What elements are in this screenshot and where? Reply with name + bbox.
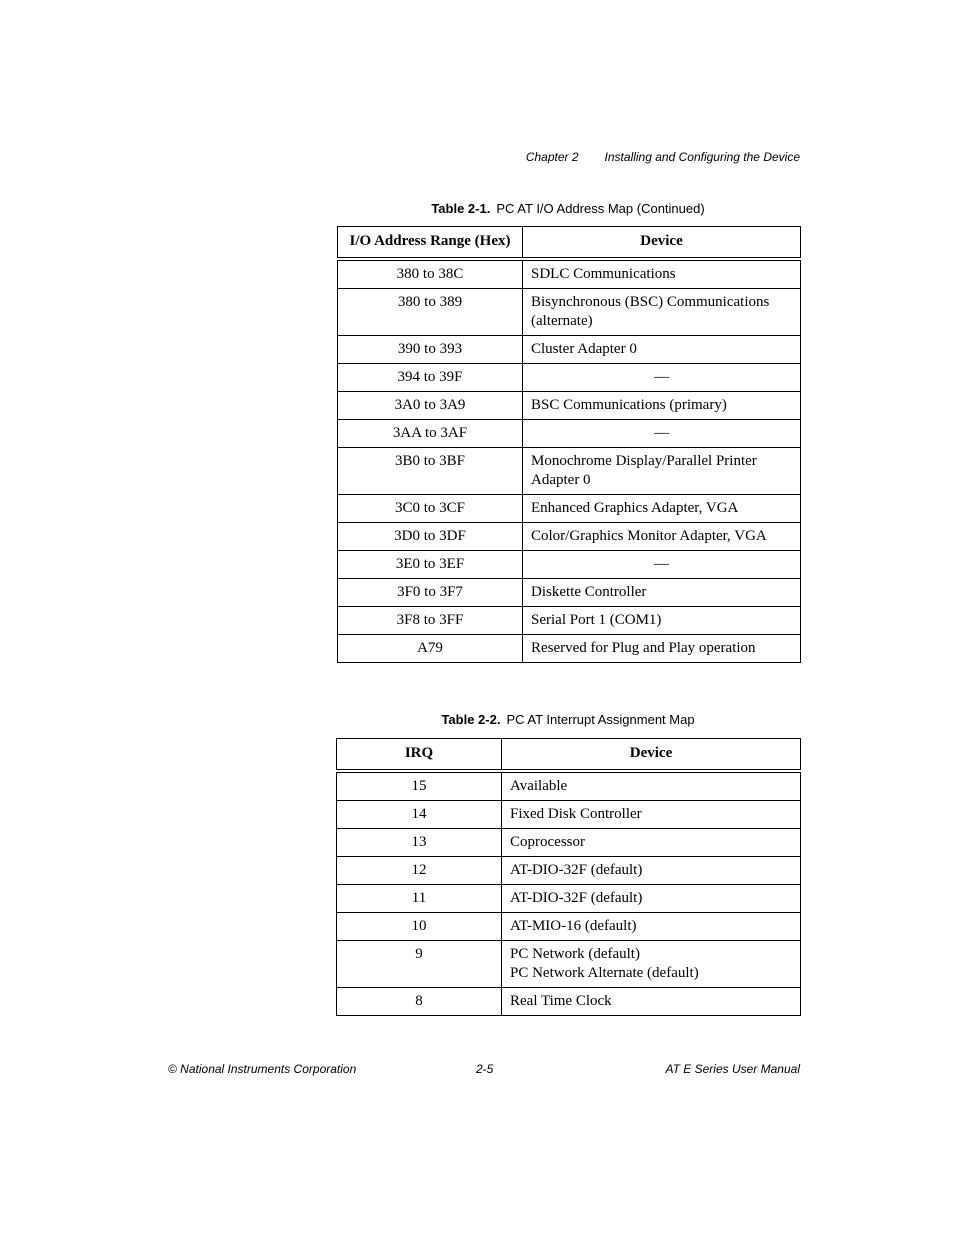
device-line: AT-DIO-32F (default) [510,862,643,878]
device-line: Adapter 0 [531,472,591,488]
address-range-cell: 380 to 389 [338,289,523,336]
device-cell [523,635,801,663]
table-row [338,607,801,635]
table-row [337,771,801,801]
chapter-label: Chapter 2 [525,150,579,164]
running-header [526,150,800,164]
device-cell [502,829,801,857]
irq-cell: 14 [337,801,502,829]
address-range-cell: 380 to 38C [338,259,523,289]
device-line: AT-DIO-32F (default) [510,890,643,906]
table2-col-irq: IRQ [337,739,502,772]
device-cell [502,988,801,1016]
table1-body [338,259,801,663]
table2-caption [441,712,694,727]
address-range-cell: 3F0 to 3F7 [338,579,523,607]
device-cell [502,771,801,801]
irq-cell: 13 [337,829,502,857]
irq-cell: 9 [337,941,502,988]
device-cell [502,885,801,913]
address-range-cell: 3AA to 3AF [338,420,523,448]
device-cell [523,448,801,495]
table-row [338,523,801,551]
footer-left: © National Instruments Corporation [168,1062,357,1076]
device-line: (alternate) [531,313,593,329]
device-cell [502,913,801,941]
device-line: Fixed Disk Controller [510,806,642,822]
irq-cell: 11 [337,885,502,913]
device-cell [523,289,801,336]
device-cell [523,607,801,635]
device-line: Color/Graphics Monitor Adapter, VGA [531,528,767,544]
device-line: Coprocessor [510,834,585,850]
table-row [338,392,801,420]
device-line: Enhanced Graphics Adapter, VGA [531,500,739,516]
table-row [338,259,801,289]
device-line: Available [510,778,568,794]
interrupt-assignment-table [336,738,801,1016]
irq-cell: 8 [337,988,502,1016]
table2-body [337,771,801,1016]
section-title: Installing and Configuring the Device [604,150,800,164]
device-line: BSC Communications (primary) [531,397,727,413]
table-row [337,801,801,829]
table2-header-row [337,739,801,772]
table-row [338,364,801,392]
device-cell [502,941,801,988]
device-cell [523,523,801,551]
device-line: Serial Port 1 (COM1) [531,612,662,628]
address-range-cell: 3D0 to 3DF [338,523,523,551]
address-range-cell: 390 to 393 [338,336,523,364]
table1-title: PC AT I/O Address Map (Continued) [496,201,705,216]
device-cell [502,801,801,829]
io-address-map-table [337,226,801,663]
table-row [338,448,801,495]
device-line: — [654,556,669,572]
device-line: SDLC Communications [531,266,676,282]
table-row [337,885,801,913]
device-cell [523,259,801,289]
device-line: — [654,369,669,385]
device-line: Cluster Adapter 0 [531,341,637,357]
table2-number: Table 2-2. [441,712,501,727]
device-cell [502,857,801,885]
device-line: AT-MIO-16 (default) [510,918,637,934]
irq-cell: 12 [337,857,502,885]
device-line: Diskette Controller [531,584,647,600]
device-cell [523,495,801,523]
footer-right: AT E Series User Manual [665,1062,800,1076]
address-range-cell: 394 to 39F [338,364,523,392]
address-range-cell: 3C0 to 3CF [338,495,523,523]
table1-number: Table 2-1. [431,201,491,216]
table-row [338,551,801,579]
page-number: 2-5 [476,1062,494,1076]
device-cell [523,420,801,448]
address-range-cell: 3F8 to 3FF [338,607,523,635]
table-row [337,857,801,885]
table-row [338,635,801,663]
table-row [337,941,801,988]
device-cell [523,392,801,420]
device-line: Reserved for Plug and Play operation [531,640,756,656]
table-row [338,336,801,364]
table-row [338,495,801,523]
table-row [337,913,801,941]
table1-caption [431,201,704,216]
table-row [338,289,801,336]
device-line: Bisynchronous (BSC) Communications [531,294,770,310]
table1-header-row [338,227,801,260]
device-line: Real Time Clock [510,993,612,1009]
address-range-cell: 3E0 to 3EF [338,551,523,579]
table-row [338,420,801,448]
device-cell [523,336,801,364]
table-row [338,579,801,607]
irq-cell: 10 [337,913,502,941]
device-cell [523,579,801,607]
irq-cell: 15 [337,771,502,801]
table1-col-range: I/O Address Range (Hex) [338,227,523,260]
device-line: — [654,425,669,441]
device-line: PC Network (default) [510,946,640,962]
device-line: PC Network Alternate (default) [510,965,699,981]
device-cell [523,551,801,579]
device-cell [523,364,801,392]
table1-col-device: Device [523,227,801,260]
table-row [337,829,801,857]
device-line: Monochrome Display/Parallel Printer [531,453,757,469]
address-range-cell: 3A0 to 3A9 [338,392,523,420]
table2-title: PC AT Interrupt Assignment Map [506,712,695,727]
address-range-cell: 3B0 to 3BF [338,448,523,495]
table-row [337,988,801,1016]
table2-col-device: Device [502,739,801,772]
address-range-cell: A79 [338,635,523,663]
